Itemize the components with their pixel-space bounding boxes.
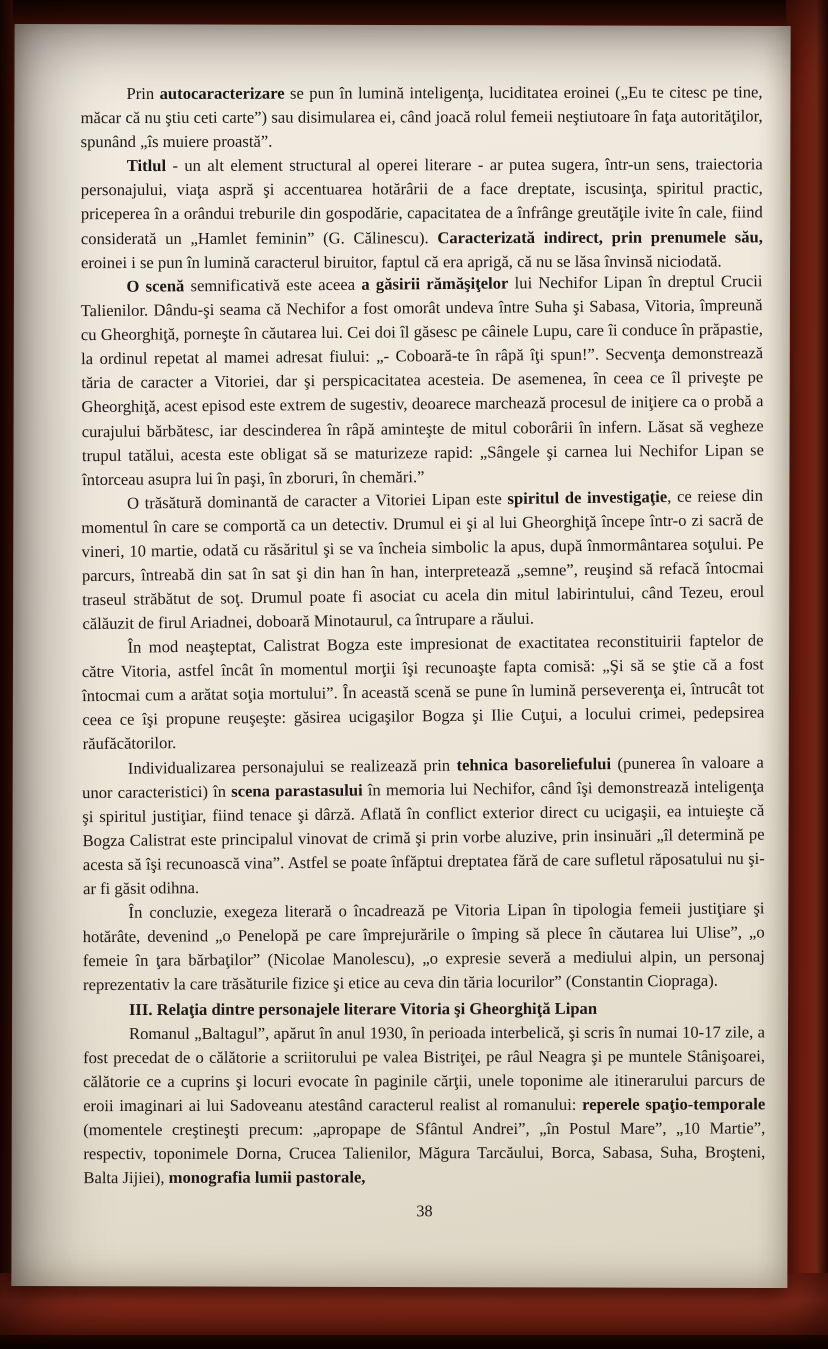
text-segment: (momentele creştineşti precum: „apropape de Sfântul Andrei”, „în Postul Mare”, „10 Martie”, respectiv, toponimele Dorna, Crucea Talienilor, Măgura Tarcăului, Borca, Sabasa, Suha, Broşteni, Balta Jijiei), [83,1118,766,1188]
text-segment: Romanul „Baltagul”, apărut în anul 1930, în perioada interbelică, şi scris în numai 10-17 zile, a fost precedat de o călătorie a scriitorului pe valea Bistriţei, pe râul Neagra şi pe muntele Stânişoarei, călătorie ce a cuprins şi locuri evocate în paginile cărţii, unele toponime ale itinerarului parcurs de eroii imaginari ai lui Sadoveanu atestând caracterul realist al romanului: [83,1022,766,1116]
paragraph [81,80,763,154]
text-segment: În mod neaşteptat, Calistrat Bogza este impresionat de exactitatea reconstituirii faptelor de către Vitoria, astfel încât în momentul morţii îşi recunoaşte fapta comisă: „Şi să se ştie că a fost întocmai cum a arătat soţia mortului”. În această scenă se pune în lumină perseverenţa ei, întrucât tot ceea ce îşi propune reuşeşte: găsirea ucigaşilor Bogza şi Ilie Cuţui, a locului crimei, pedepsirea răufăcătorilor. [81,630,765,754]
photo-bottom-shadow-strip [0,1335,828,1349]
bold-text-segment: reperele spaţio-temporale [582,1094,766,1114]
text-segment: se pun în lumină inteligenţa, luciditatea eroinei („Eu te citesc pe tine, măcar că nu ştiu ceti carte”) sau disimularea ei, când joacă rolul femeii neştiutoare în faţa autorităţilor, spunând „îs muiere proastă”. [80,82,763,152]
paragraph [82,897,765,998]
bold-text-segment: Titlul [126,156,167,176]
bold-text-segment: III. Relaţia dintre personajele literare Vitoria şi Gheorghiţă Lipan [128,998,598,1019]
bold-text-segment: O scenă [126,276,185,296]
paragraph [81,629,764,757]
paragraph [81,483,765,636]
document-page [11,24,790,1288]
paragraph [82,750,765,901]
section-heading [83,996,765,1022]
text-segment: - un alt element structural al operei literare - ar putea sugera, într-un sens, traiectoria personajului, viaţa aspră şi accentuarea hotărârii de a face dreptate, iscusinţa, spiritul practic, priceperea în a orândui treburile din gospodărie, capacitatea de a înfrânge greutăţile ivite în cale, fiind considerată un „Hamlet feminin” (G. Călinescu). [80,154,763,248]
text-segment: Individualizarea personajului se realizează prin [127,755,457,778]
book-cover-edge-top [0,0,828,26]
text-segment: semnificativă este aceea [184,274,362,296]
page-number: 38 [416,1202,433,1221]
text-segment: (punerea în valoare a unor caracteristici) în [82,752,764,802]
bold-text-segment: spiritul de investigaţie [507,486,668,508]
text-segment: Prin [126,83,160,104]
bold-text-segment: monografia lumii pastorale, [168,1167,366,1188]
bold-text-segment: a găsirii rămăşiţelor [361,273,509,294]
text-segment: eroinei i se pun în lumină caracterul biruitor, faptul că era aprigă, că nu se lăsa învinsă niciodată. [80,251,722,272]
bold-text-segment: Caracterizată indirect, prin prenumele său, [437,226,763,247]
text-segment: în memoria lui Nechifor, când îşi demonstrează inteligenţa şi spiritul justiţiar, fiind tenace şi dârză. Aflată în conflict exterior direct cu ucigaşii, ea intuieşte că Bogza Calistrat este principalul vinovat de crimă şi prin vorbe aluzive, prin insinuări „îl determină pe acesta să îşi recunoască vina”. Astfel se poate înfăptui dreptatea fără de care sufletul răposatului nu şi-ar fi găsit odihna. [82,776,765,899]
text-segment: O trăsătură dominantă de caracter a Vitoriei Lipan este [126,488,508,513]
bold-text-segment: scena parastasului [231,780,363,801]
paragraph [81,153,763,275]
bold-text-segment: tehnica basoreliefului [456,753,612,775]
text-segment: În concluzie, exegeza literară o încadrează pe Vitoria Lipan în tipologia femeii justiţiare şi hotărâte, devenind „o Penelopă pe care împrejurările o împing să plece în căutarea lui Ulise”, „o femeie în ţara bărbaţilor” (Nicolae Manolescu), „o expresie severă a mediului alpin, un personaj reprezentativ la care trăsăturile fizice şi etice au ceva din tăria locurilor” (Constantin Ciopraga). [82,898,765,995]
text-segment: lui Nechifor Lipan în dreptul Crucii Talienilor. Dându-şi seama că Nechifor a fost omorât undeva între Suha şi Sabasa, Vitoria, împreună cu Gheorghiţă, porneşte în căutarea lui. Cei doi îl găsesc pe câinele Lupu, care îi conduce în prăpastie, la ordinul repetat al mamei adresat fiului: „- Coboară-te în râpă îţi spun!”. Secvenţa demonstrează tăria de caracter a Vitoriei, dar şi perspicacitatea acesteia. De asemenea, în ceea ce îl priveşte pe Gheorghiţă, acest episod este extrem de sugestiv, deoarece marchează procesul de iniţiere ca o probă a curajului bărbătesc, iar descinderea în râpă aminteşte de mitul coborârii în infern. Lăsat să vegheze trupul tatălui, acesta este obligat să se maturizeze rapid: „Sângele şi carnea lui Nechifor Lipan se întorceau asupra lui în paşi, în zboruri, în chemări.” [80,270,764,489]
text-segment: , ce reiese din momentul în care se comportă ca un detectiv. Drumul ei şi al lui Gheorghiţă începe într-o zi sacră de vineri, 10 martie, odată cu răsăritul şi se va încheia simbolic la apus, după înmormântarea soţului. Pe parcurs, întreabă din sat în sat şi din han în han, interpretează „semne”, reuşind să refacă întocmai traseul străbătut de soţ. Drumul poate fi asociat cu acela din mitul labirintului, când Tezeu, eroul călăuzit de firul Ariadnei, doboară Minotaurul, ca întrupare a răului. [81,485,765,634]
document-body [81,80,766,1224]
paragraph [83,1020,765,1190]
book-cover-edge-right [786,0,828,1349]
paragraph [80,269,764,492]
bold-text-segment: autocaracterizare [159,83,285,103]
